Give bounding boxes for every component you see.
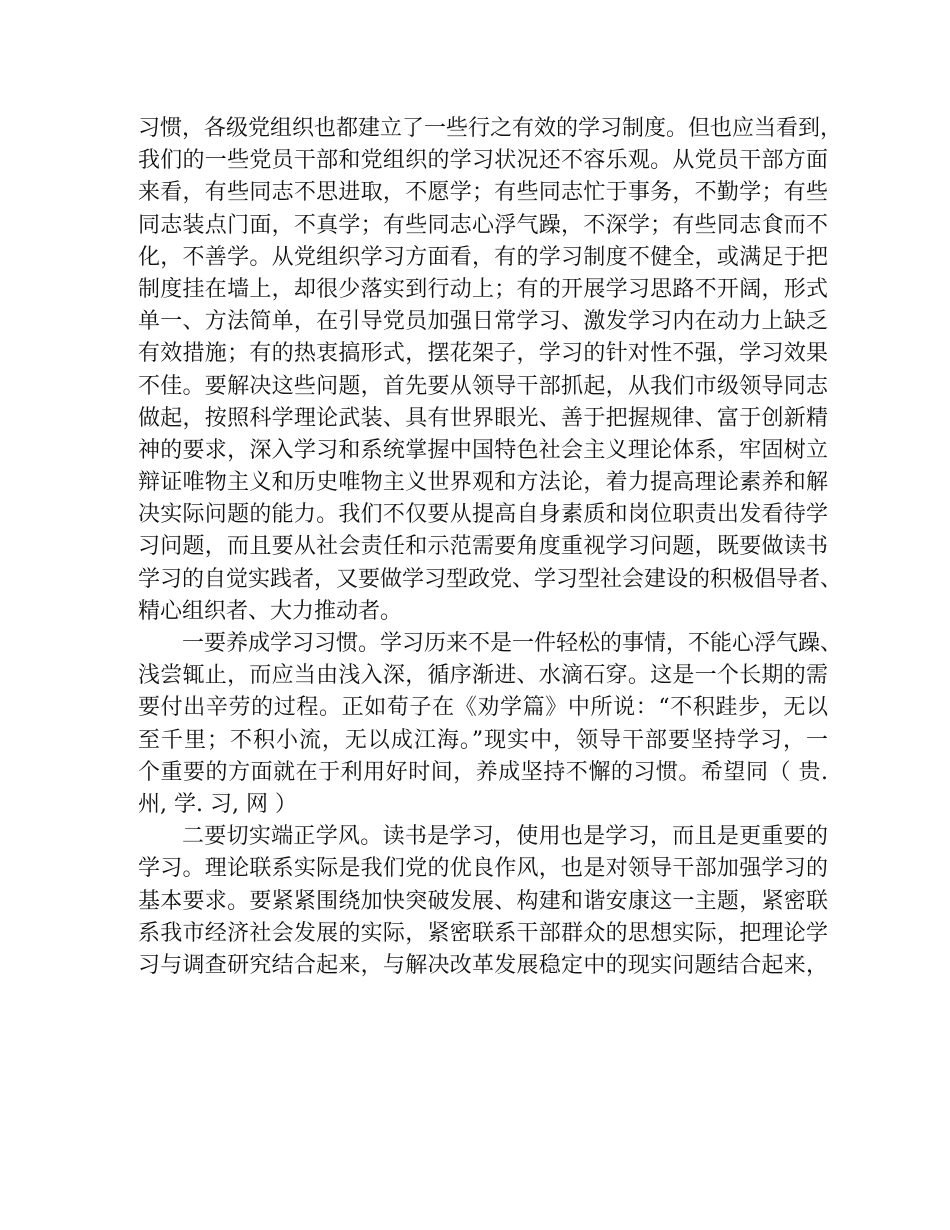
text-line: 一要养成学习习惯。学习历来不是一件轻松的事情，不能心浮气躁、 xyxy=(182,631,843,656)
paragraph xyxy=(138,628,843,821)
text-line: 基本要求。要紧紧围绕加快突破发展、构建和谐安康这一主题，紧密联 xyxy=(138,888,828,914)
text-line: 决实际问题的能力。我们不仅要从提高自身素质和岗位职责出发看待学 xyxy=(138,502,828,528)
text-line: 制度挂在墙上，却很少落实到行动上；有的开展学习思路不开阔，形式 xyxy=(138,276,828,302)
text-line: 个重要的方面就在于利用好时间，养成坚持不懈的习惯。希望同（ 贵. xyxy=(138,759,828,785)
text-line: 学习。理论联系实际是我们党的优良作风，也是对领导干部加强学习的 xyxy=(138,856,828,882)
text-line: 要付出辛劳的过程。正如荀子在《劝学篇》中所说：“不积跬步，无以 xyxy=(138,695,828,721)
text-line: 州, 学. 习, 网 ） xyxy=(138,791,297,817)
text-line: 习问题，而且要从社会责任和示范需要角度重视学习问题，既要做读书 xyxy=(138,534,828,560)
text-line: 神的要求，深入学习和系统掌握中国特色社会主义理论体系，牢固树立 xyxy=(138,437,828,463)
text-line: 不佳。要解决这些问题，首先要从领导干部抓起，从我们市级领导同志 xyxy=(138,373,828,399)
text-line: 精心组织者、大力推动者。 xyxy=(138,598,403,624)
text-line: 同志装点门面，不真学；有些同志心浮气躁，不深学；有些同志食而不 xyxy=(138,212,828,238)
text-line: 至千里；不积小流，无以成江海。”现实中，领导干部要坚持学习，一 xyxy=(138,727,828,753)
text-line: 来看，有些同志不思进取，不愿学；有些同志忙于事务，不勤学；有些 xyxy=(138,180,828,206)
document-body xyxy=(138,113,843,982)
text-line: 做起，按照科学理论武装、具有世界眼光、善于把握规律、富于创新精 xyxy=(138,405,828,431)
text-line: 我们的一些党员干部和党组织的学习状况还不容乐观。从党员干部方面 xyxy=(138,148,828,174)
text-line: 学习的自觉实践者，又要做学习型政党、学习型社会建设的积极倡导者、 xyxy=(138,566,843,592)
text-line: 化，不善学。从党组织学习方面看，有的学习制度不健全，或满足于把 xyxy=(138,244,828,270)
text-line: 系我市经济社会发展的实际，紧密联系干部群众的思想实际，把理论学 xyxy=(138,920,828,946)
text-line: 辩证唯物主义和历史唯物主义世界观和方法论，着力提高理论素养和解 xyxy=(138,470,828,496)
text-line: 二要切实端正学风。读书是学习，使用也是学习，而且是更重要的 xyxy=(182,824,828,850)
text-line: 浅尝辄止，而应当由浅入深，循序渐进、水滴石穿。这是一个长期的需 xyxy=(138,663,828,689)
text-line: 习惯，各级党组织也都建立了一些行之有效的学习制度。但也应当看到， xyxy=(138,116,843,141)
text-line: 单一、方法简单，在引导党员加强日常学习、激发学习内在动力上缺乏 xyxy=(138,309,828,335)
text-line: 有效措施；有的热衷搞形式，摆花架子，学习的针对性不强，学习效果 xyxy=(138,341,828,367)
text-line: 习与调查研究结合起来，与解决改革发展稳定中的现实问题结合起来， xyxy=(138,952,828,978)
paragraph xyxy=(138,821,828,982)
paragraph xyxy=(138,113,843,628)
